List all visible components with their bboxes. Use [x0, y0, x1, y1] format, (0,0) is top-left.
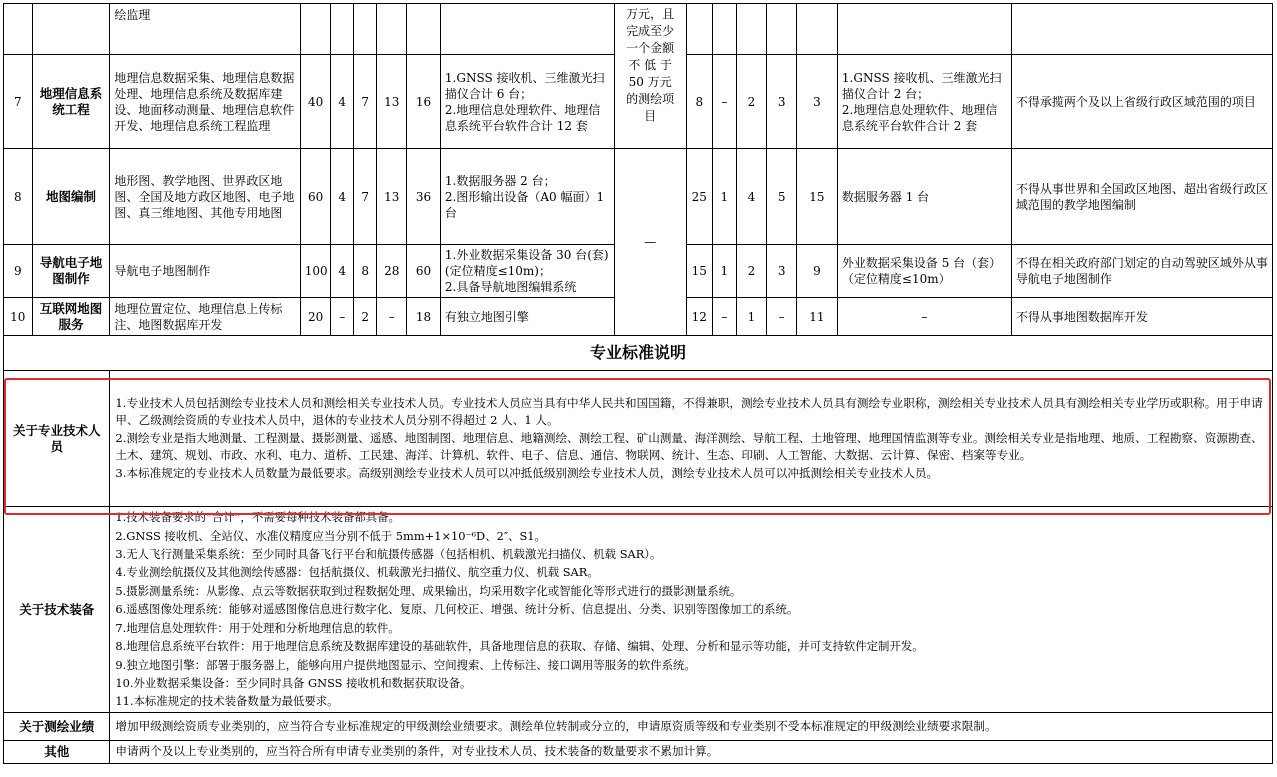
- category-name: 地理信息系统工程: [32, 55, 110, 149]
- count-cell: 25: [686, 149, 713, 245]
- row-number: 9: [4, 245, 33, 298]
- count-cell: 20: [300, 298, 331, 336]
- limit-cell: 不得从事地图数据库开发: [1011, 298, 1272, 336]
- count-cell: 15: [686, 245, 713, 298]
- count-cell: –: [713, 298, 737, 336]
- count-cell: 28: [377, 245, 407, 298]
- count-cell: 13: [377, 55, 407, 149]
- count-cell: 11: [796, 298, 837, 336]
- equipment-cell: 外业数据采集设备 5 台（套）（定位精度≤10m）: [837, 245, 1011, 298]
- count-cell: 8: [686, 55, 713, 149]
- note-label: 关于测绘业绩: [4, 713, 110, 741]
- count-cell: 60: [300, 149, 331, 245]
- count-cell: 3: [767, 55, 797, 149]
- equipment-cell: 有独立地图引擎: [440, 298, 614, 336]
- count-cell: 40: [300, 55, 331, 149]
- count-cell: 1: [736, 298, 767, 336]
- equipment-cell: 1.GNSS 接收机、三维激光扫描仪合计 2 台； 2.地理信息处理软件、地理信息系统平台软件合计 2 套: [837, 55, 1011, 149]
- scope-cell: 绘监理: [110, 4, 300, 55]
- count-cell: 7: [353, 149, 377, 245]
- count-cell: 18: [407, 298, 441, 336]
- scope-cell: 地形图、教学地图、世界政区地图、全国及地方政区地图、电子地图、真三维地图、其他专用地图: [110, 149, 300, 245]
- count-cell: 8: [353, 245, 377, 298]
- count-cell: 3: [767, 245, 797, 298]
- count-cell: 15: [796, 149, 837, 245]
- table-row: [4, 149, 1273, 245]
- count-cell: 12: [686, 298, 713, 336]
- qualification-standards-table: [3, 3, 1273, 764]
- count-cell: 2: [736, 245, 767, 298]
- equipment-notes: 1.技术装备要求的“合计”，不需要每种技术装备都具备。 2.GNSS 接收机、全站仪、水准仪精度应当分别不低于 5mm+1×10⁻⁶D、2″、S1。 3.无人飞行测量采集系统：至少同时具备飞行平台和航摄传感器（包括相机、机载激光扫描仪、机载 SAR）。 4.专业测绘航摄仪及其他测绘传感器：包括航摄仪、机载激光扫描仪、航空重力仪、机载 SAR。 5.摄影测量系统：从影像、点云等数据获取到过程数据处理、成果输出，均采用数字化或智能化等形式进行的摄影测量系统。 6.遥感图像处理系统：能够对遥感图像信息进行数字化、复原、几何校正、增强、统计分析、信息提出、分类、识别等图像加工的系统。 7.地理信息处理软件：用于处理和分析地理信息的软件。 8.地理信息系统平台软件：用于地理信息系统及数据库建设的基础软件，具备地理信息的获取、存储、编辑、处理、分析和显示等功能，并可支持软件定制开发。 9.独立地图引擎：部署于服务器上，能够向用户提供地图显示、空间搜索、上传标注、接口调用等服务的软件系统。 10.外业数据采集设备：至少同时具备 GNSS 接收机和数据获取设备。 11.本标准规定的技术装备数量为最低要求。: [110, 507, 1273, 713]
- equipment-cell: –: [837, 298, 1011, 336]
- limit-cell: 不得承揽两个及以上省级行政区域范围的项目: [1011, 55, 1272, 149]
- category-name: 互联网地图服务: [32, 298, 110, 336]
- table-row: [4, 371, 1273, 507]
- count-cell: 9: [796, 245, 837, 298]
- section-title: 专业标准说明: [4, 336, 1273, 371]
- count-cell: 13: [377, 149, 407, 245]
- dash-cell: —: [614, 149, 686, 336]
- count-cell: 2: [353, 298, 377, 336]
- count-cell: 100: [300, 245, 331, 298]
- count-cell: 4: [736, 149, 767, 245]
- count-cell: –: [767, 298, 797, 336]
- count-cell: –: [331, 298, 354, 336]
- count-cell: 16: [407, 55, 441, 149]
- scope-cell: 地理位置定位、地理信息上传标注、地图数据库开发: [110, 298, 300, 336]
- equipment-cell: 1.数据服务器 2 台； 2.图形输出设备（A0 幅面）1 台: [440, 149, 614, 245]
- count-cell: 4: [331, 149, 354, 245]
- equipment-cell: 1.GNSS 接收机、三维激光扫描仪合计 6 台； 2.地理信息处理软件、地理信息系统平台软件合计 12 套: [440, 55, 614, 149]
- table-row: [4, 507, 1273, 713]
- count-cell: 60: [407, 245, 441, 298]
- table-row: [4, 713, 1273, 741]
- count-cell: 5: [767, 149, 797, 245]
- performance-note: 万元，且 完成至少 一个金额 不 低 于 50 万元 的测绘项 目: [614, 4, 686, 149]
- category-name: 导航电子地图制作: [32, 245, 110, 298]
- row-number: 8: [4, 149, 33, 245]
- row-number: 10: [4, 298, 33, 336]
- scope-cell: 地理信息数据采集、地理信息数据处理、地理信息系统及数据库建设、地面移动测量、地理信息软件开发、地理信息系统工程监理: [110, 55, 300, 149]
- other-notes: 申请两个及以上专业类别的，应当符合所有申请专业类别的条件，对专业技术人员、技术装备的数量要求不累加计算。: [110, 741, 1273, 764]
- limit-cell: 不得在相关政府部门划定的自动驾驶区域外从事导航电子地图制作: [1011, 245, 1272, 298]
- note-label: 关于专业技术人员: [4, 371, 110, 507]
- count-cell: –: [713, 55, 737, 149]
- count-cell: 7: [353, 55, 377, 149]
- row-number: 7: [4, 55, 33, 149]
- count-cell: 4: [331, 55, 354, 149]
- count-cell: 1: [713, 149, 737, 245]
- scope-cell: 导航电子地图制作: [110, 245, 300, 298]
- equipment-cell: 1.外业数据采集设备 30 台(套)(定位精度≤10m)； 2.具备导航地图编辑系统: [440, 245, 614, 298]
- table-row: [4, 4, 1273, 55]
- note-label: 其他: [4, 741, 110, 764]
- table-row: [4, 741, 1273, 764]
- table-row: [4, 336, 1273, 371]
- performance-notes: 增加甲级测绘资质专业类别的，应当符合专业标准规定的甲级测绘业绩要求。测绘单位转制或分立的，申请原资质等级和专业类别不受本标准规定的甲级测绘业绩要求限制。: [110, 713, 1273, 741]
- count-cell: 1: [713, 245, 737, 298]
- count-cell: 3: [796, 55, 837, 149]
- equipment-cell: 数据服务器 1 台: [837, 149, 1011, 245]
- limit-cell: 不得从事世界和全国政区地图、超出省级行政区域范围的教学地图编制: [1011, 149, 1272, 245]
- category-name: 地图编制: [32, 149, 110, 245]
- count-cell: –: [377, 298, 407, 336]
- personnel-notes: 1.专业技术人员包括测绘专业技术人员和测绘相关专业技术人员。专业技术人员应当具有中华人民共和国国籍，不得兼职，测绘专业技术人员具有测绘专业职称，测绘相关专业技术人员具有测绘相关专业学历或职称。用于申请甲、乙级测绘资质的专业技术人员中，退休的专业技术人员分别不得超过 2 人、1 人。 2.测绘专业是指大地测量、工程测量、摄影测量、遥感、地图制图、地理信息、地籍测绘、测绘工程、矿山测量、海洋测绘、导航工程、土地管理、地理国情监测等专业。测绘相关专业是指地理、地质、工程勘察、资源勘查、土木、建筑、规划、市政、水利、电力、道桥、工民建、海洋、计算机、软件、电子、信息、通信、物联网、统计、生态、印刷、人工智能、大数据、云计算、保密、档案等专业。 3.本标准规定的专业技术人员数量为最低要求。高级别测绘专业技术人员可以冲抵低级别测绘专业技术人员，测绘专业技术人员可以冲抵测绘相关专业技术人员。: [110, 371, 1273, 507]
- count-cell: 4: [331, 245, 354, 298]
- count-cell: 2: [736, 55, 767, 149]
- count-cell: 36: [407, 149, 441, 245]
- note-label: 关于技术装备: [4, 507, 110, 713]
